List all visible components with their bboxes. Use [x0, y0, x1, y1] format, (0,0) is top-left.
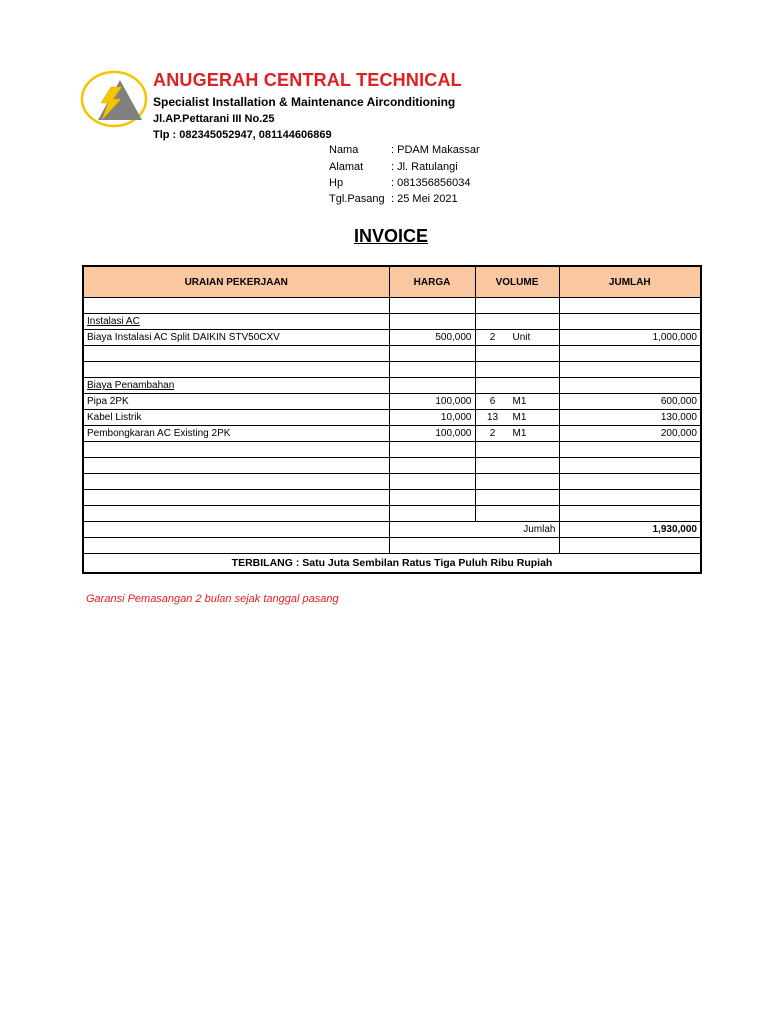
volume-quantity: 13 [486, 412, 499, 423]
invoice-title: INVOICE [353, 226, 428, 246]
item-volume [475, 426, 559, 442]
item-volume [475, 330, 559, 346]
item-price: 500,000 [389, 330, 475, 346]
total-spacer [83, 522, 389, 538]
item-volume [475, 442, 559, 458]
item-price: 10,000 [389, 410, 475, 426]
item-price [389, 346, 475, 362]
item-description: Pembongkaran AC Existing 2PK [83, 426, 389, 442]
item-price [389, 474, 475, 490]
header-uraian: URAIAN PEKERJAAN [83, 266, 389, 298]
item-description: Pipa 2PK [83, 394, 389, 410]
item-volume [475, 474, 559, 490]
company-tagline: Specialist Installation & Maintenance Airconditioning [153, 95, 456, 109]
customer-field-value: : Jl. Ratulangi [391, 161, 458, 173]
customer-field-label: Nama [329, 144, 359, 156]
volume-unit: Unit [512, 332, 531, 343]
item-total [559, 490, 701, 506]
table-row [83, 362, 701, 378]
volume-quantity: 2 [489, 332, 496, 343]
total-label: Jumlah [389, 522, 559, 538]
item-price [389, 490, 475, 506]
table-row [83, 506, 701, 522]
item-description [83, 506, 389, 522]
customer-field-value: : 25 Mei 2021 [391, 193, 458, 205]
item-price [389, 506, 475, 522]
item-price: 100,000 [389, 426, 475, 442]
total-value: 1,930,000 [559, 522, 701, 538]
item-total [559, 362, 701, 378]
customer-field-label: Alamat [329, 161, 364, 173]
customer-field-value: : PDAM Makassar [391, 144, 480, 156]
total-row [83, 522, 701, 538]
table-row [83, 426, 701, 442]
item-total [559, 346, 701, 362]
terbilang-row [83, 554, 701, 574]
item-volume [475, 490, 559, 506]
item-volume [475, 506, 559, 522]
table-row [83, 330, 701, 346]
item-price [389, 298, 475, 314]
table-row [83, 458, 701, 474]
item-description: Biaya Penambahan [83, 378, 389, 394]
item-description [83, 474, 389, 490]
item-description: Biaya Instalasi AC Split DAIKIN STV50CXV [83, 330, 389, 346]
company-address: Jl.AP.Pettarani III No.25 [153, 113, 275, 125]
item-volume [475, 298, 559, 314]
table-row [83, 474, 701, 490]
item-volume [475, 346, 559, 362]
volume-unit: M1 [512, 428, 527, 439]
item-total [559, 298, 701, 314]
item-total [559, 378, 701, 394]
item-description: Instalasi AC [83, 314, 389, 330]
item-total: 200,000 [559, 426, 701, 442]
company-logo-icon [80, 70, 148, 128]
item-volume [475, 394, 559, 410]
customer-field-value: : 081356856034 [391, 177, 471, 189]
table-row [83, 298, 701, 314]
item-total: 130,000 [559, 410, 701, 426]
company-phone: Tlp : 082345052947, 081144606869 [153, 129, 332, 141]
volume-unit: M1 [512, 396, 527, 407]
item-description [83, 298, 389, 314]
blank-row [83, 538, 701, 554]
item-description [83, 346, 389, 362]
table-row [83, 410, 701, 426]
item-price [389, 458, 475, 474]
customer-field-label: Hp [329, 177, 344, 189]
volume-quantity: 2 [489, 428, 496, 439]
table-header-row [83, 266, 701, 298]
item-description [83, 490, 389, 506]
item-volume [475, 410, 559, 426]
item-price: 100,000 [389, 394, 475, 410]
header-jumlah: JUMLAH [559, 266, 701, 298]
table-row [83, 394, 701, 410]
item-price [389, 442, 475, 458]
table-row [83, 346, 701, 362]
item-description: Kabel Listrik [83, 410, 389, 426]
item-total [559, 442, 701, 458]
table-row [83, 490, 701, 506]
warranty-note: Garansi Pemasangan 2 bulan sejak tanggal pasang [86, 593, 339, 605]
item-description [83, 362, 389, 378]
item-volume [475, 458, 559, 474]
item-total: 600,000 [559, 394, 701, 410]
company-name: ANUGERAH CENTRAL TECHNICAL [153, 70, 462, 90]
item-total [559, 458, 701, 474]
customer-field-label: Tgl.Pasang [329, 193, 385, 205]
header-harga: HARGA [389, 266, 475, 298]
section-row [83, 378, 701, 394]
section-row [83, 314, 701, 330]
amount-in-words: TERBILANG : Satu Juta Sembilan Ratus Tiga Puluh Ribu Rupiah [83, 554, 701, 574]
item-total [559, 506, 701, 522]
item-volume [475, 378, 559, 394]
item-price [389, 362, 475, 378]
item-volume [475, 362, 559, 378]
item-total: 1,000,000 [559, 330, 701, 346]
item-total [559, 474, 701, 490]
invoice-table [82, 265, 702, 574]
item-price [389, 378, 475, 394]
volume-unit: M1 [512, 412, 527, 423]
item-total [559, 314, 701, 330]
table-row [83, 442, 701, 458]
volume-quantity: 6 [489, 396, 496, 407]
header-volume: VOLUME [475, 266, 559, 298]
item-price [389, 314, 475, 330]
item-volume [475, 314, 559, 330]
item-description [83, 458, 389, 474]
item-description [83, 442, 389, 458]
